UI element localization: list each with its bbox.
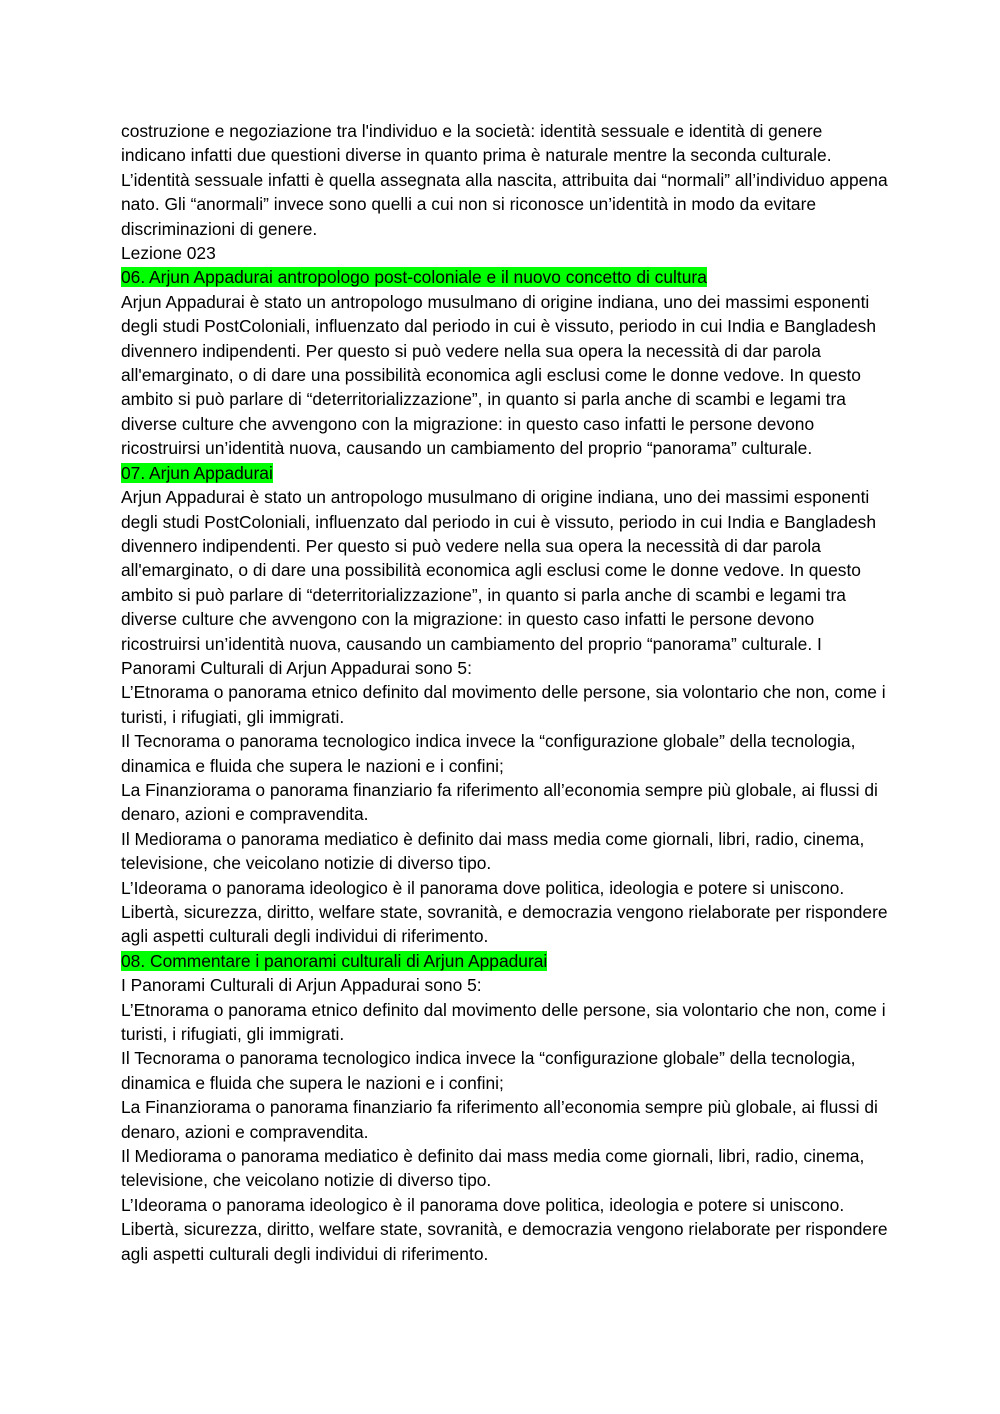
paragraph-etnorama-2: L’Etnorama o panorama etnico definito dal movimento delle persone, sia volontario che non, come i turisti, i rifugiati, gli immigrati.: [121, 999, 886, 1045]
question-heading-08: [121, 949, 891, 973]
highlighted-heading-text: 08. Commentare i panorami culturali di Arjun Appadurai: [121, 950, 548, 971]
paragraph-identita-sessuale: L’identità sessuale infatti è quella assegnata alla nascita, attribuita dai “normali” all’individuo appena nato. Gli “anormali” invece sono quelli a cui non si riconosce un’identità in modo da evitare discriminazioni di genere.: [121, 169, 888, 239]
paragraph-finanziorama: La Finanziorama o panorama finanziario fa riferimento all’economia sempre più globale, ai flussi di denaro, azioni e compravendita.: [121, 779, 878, 825]
highlighted-heading-text: 06. Arjun Appadurai antropologo post-coloniale e il nuovo concetto di cultura: [121, 267, 707, 288]
paragraph-ideorama: L’Ideorama o panorama ideologico è il panorama dove politica, ideologia e potere si uniscono. Libertà, sicurezza, diritto, welfare state, sovranità, e democrazia vengono rielaborate per rispondere agli aspetti culturali degli individui di riferimento.: [121, 877, 888, 947]
paragraph-etnorama: L’Etnorama o panorama etnico definito dal movimento delle persone, sia volontario che non, come i turisti, i rifugiati, gli immigrati.: [121, 682, 886, 727]
paragraph-tecnorama: Il Tecnorama o panorama tecnologico indica invece la “configurazione globale” della tecnologia, dinamica e fluida che supera le nazioni e i confini;: [121, 731, 856, 776]
paragraph-ideorama-2: L’Ideorama o panorama ideologico è il panorama dove politica, ideologia e potere si uniscono. Libertà, sicurezza, diritto, welfare state, sovranità, e democrazia vengono rielaborate per rispondere agli aspetti culturali degli individui di riferimento.: [121, 1194, 888, 1264]
paragraph-tecnorama-2: Il Tecnorama o panorama tecnologico indica invece la “configurazione globale” della tecnologia, dinamica e fluida che supera le nazioni e i confini;: [121, 1048, 856, 1093]
paragraph-appadurai-06: Arjun Appadurai è stato un antropologo musulmano di origine indiana, uno dei massimi esponenti degli studi PostColoniali, influenzato dal periodo in cui è vissuto, periodo in cui India e Bangladesh divennero indipendenti. Per questo si può vedere nella sua opera la necessità di dar parola all'emarginato, o di dare una possibilità economica agli esclusi come le donne vedove. In questo ambito si può parlare di “deterritorializzazione”, in quanto si parla anche di scambi e legami tra diverse culture che avvengono con la migrazione: in questo caso infatti le persone devono ricostruirsi un’identità nuova, causando un cambiamento del proprio “panorama” culturale.: [121, 291, 877, 459]
document-page: [121, 119, 891, 1266]
paragraph-mediorama-2: Il Mediorama o panorama mediatico è definito dai mass media come giornali, libri, radio, cinema, televisione, che veicolano notizie di diverso tipo.: [121, 1146, 865, 1191]
highlighted-heading-text: 07. Arjun Appadurai: [121, 462, 273, 483]
paragraph-mediorama: Il Mediorama o panorama mediatico è definito dai mass media come giornali, libri, radio, cinema, televisione, che veicolano notizie di diverso tipo.: [121, 828, 865, 874]
paragraph-panorami-intro: I Panorami Culturali di Arjun Appadurai sono 5:: [121, 975, 482, 996]
question-heading-07: [121, 461, 891, 485]
lesson-label: Lezione 023: [121, 243, 216, 264]
paragraph-finanziorama-2: La Finanziorama o panorama finanziario fa riferimento all’economia sempre più globale, ai flussi di denaro, azioni e compravendita.: [121, 1097, 878, 1142]
paragraph-identita-intro: costruzione e negoziazione tra l'individuo e la società: identità sessuale e identità di genere indicano infatti due questioni diverse in quanto prima è naturale mentre la seconda culturale.: [121, 121, 832, 166]
question-heading-06: [121, 265, 891, 289]
paragraph-appadurai-07: Arjun Appadurai è stato un antropologo musulmano di origine indiana, uno dei massimi esponenti degli studi PostColoniali, influenzato dal periodo in cui è vissuto, periodo in cui India e Bangladesh divennero indipendenti. Per questo si può vedere nella sua opera la necessità di dar parola all'emarginato, o di dare una possibilità economica agli esclusi come le donne vedove. In questo ambito si può parlare di “deterritorializzazione”, in quanto si parla anche di scambi e legami tra diverse culture che avvengono con la migrazione: in questo caso infatti le persone devono ricostruirsi un’identità nuova, causando un cambiamento del proprio “panorama” culturale. I Panorami Culturali di Arjun Appadurai sono 5:: [121, 487, 877, 678]
